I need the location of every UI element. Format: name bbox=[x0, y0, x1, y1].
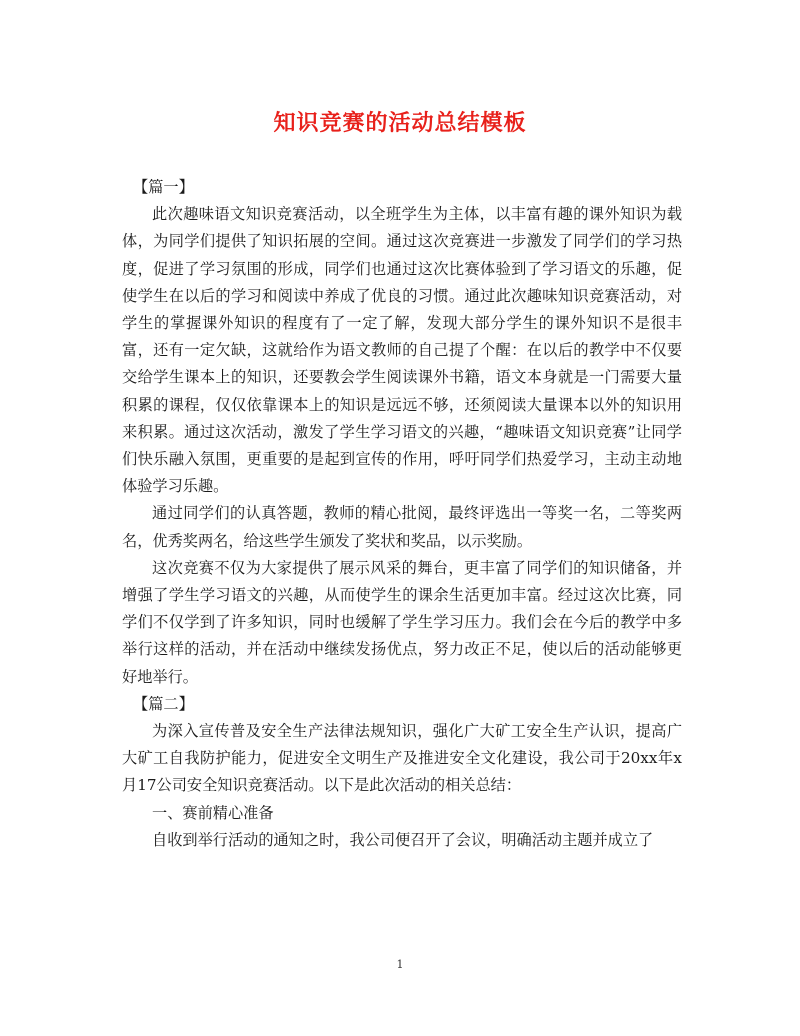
paragraph: 通过同学们的认真答题，教师的精心批阅，最终评选出一等奖一名，二等奖两名，优秀奖两名，给这些学生颁发了奖状和奖品，以示奖励。 bbox=[122, 504, 682, 550]
document-body bbox=[122, 174, 682, 854]
document-title: 知识竞赛的活动总结模板 bbox=[273, 110, 527, 136]
subheading: 一、赛前精心准备 bbox=[152, 803, 274, 822]
page-number: 1 bbox=[396, 958, 404, 971]
section-heading-2: 【篇二】 bbox=[133, 694, 194, 713]
section-heading-1: 【篇一】 bbox=[133, 178, 194, 196]
paragraph-continued: 自收到举行活动的通知之时，我公司便召开了会议，明确活动主题并成立了 bbox=[152, 830, 654, 849]
paragraph: 为深入宣传普及安全生产法律法规知识，强化广大矿工安全生产认识，提高广大矿工自我防护能力，促进安全文明生产及推进安全文化建设，我公司于20xx年x月17公司安全知识竞赛活动。以下是此次活动的相关总结： bbox=[122, 722, 682, 795]
paragraph: 此次趣味语文知识竞赛活动，以全班学生为主体，以丰富有趣的课外知识为载体，为同学们提供了知识拓展的空间。通过这次竞赛进一步激发了同学们的学习热度，促进了学习氛围的形成，同学们也通过这次比赛体验到了学习语文的乐趣，促使学生在以后的学习和阅读中养成了优良的习惯。通过此次趣味知识竞赛活动，对学生的掌握课外知识的程度有了一定了解，发现大部分学生的课外知识不是很丰富，还有一定欠缺，这就给作为语文教师的自己提了个醒：在以后的教学中不仅要交给学生课本上的知识，还要教会学生阅读课外书籍，语文本身就是一门需要大量积累的课程，仅仅依靠课本上的知识是远远不够，还须阅读大量课本以外的知识用来积累。通过这次活动，激发了学生学习语文的兴趣，“趣味语文知识竞赛”让同学们快乐融入氛围，更重要的是起到宣传的作用，呼吁同学们热爱学习，主动主动地体验学习乐趣。 bbox=[122, 205, 682, 496]
paragraph: 这次竞赛不仅为大家提供了展示风采的舞台，更丰富了同学们的知识储备，并增强了学生学习语文的兴趣，从而使学生的课余生活更加丰富。经过这次比赛，同学们不仅学到了许多知识，同时也缓解了学生学习压力。我们会在今后的教学中多举行这样的活动，并在活动中继续发扬优点，努力改正不足，使以后的活动能够更好地举行。 bbox=[122, 558, 682, 686]
